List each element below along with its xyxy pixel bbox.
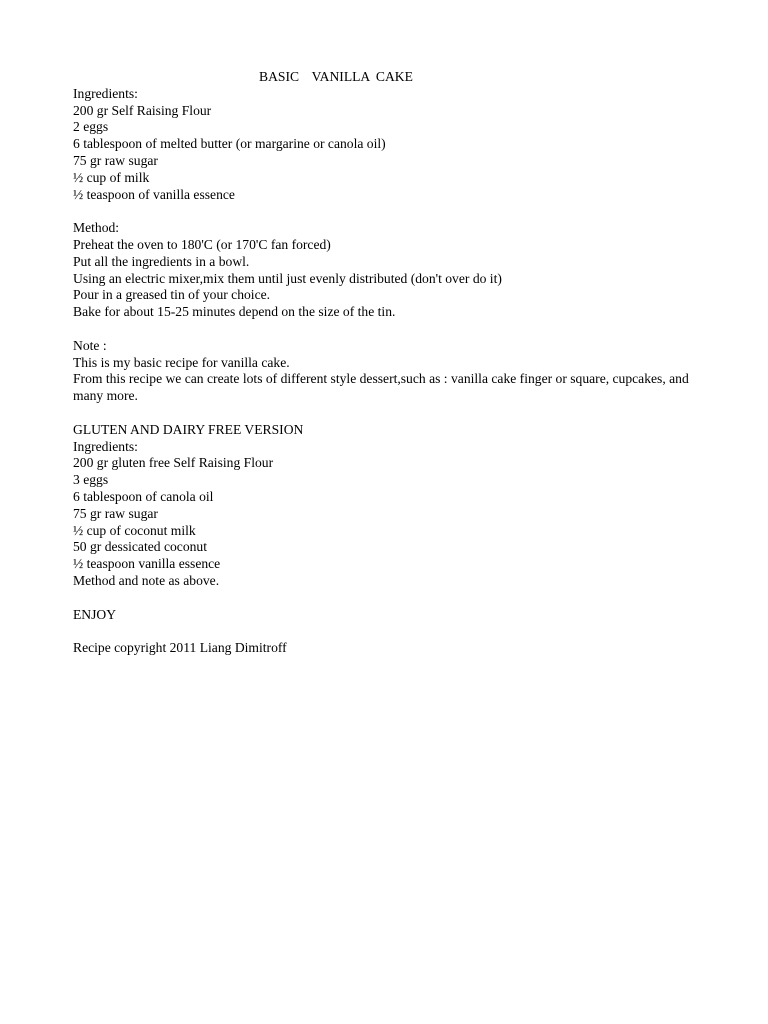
method-step: Put all the ingredients in a bowl. (73, 253, 250, 269)
enjoy-text: ENJOY (73, 606, 117, 622)
ingredients-list (73, 103, 713, 204)
spacer (73, 203, 713, 220)
gf-ingredient-item: 3 eggs (73, 472, 109, 488)
gf-ingredient-item: 200 gr gluten free Self Raising Flour (73, 455, 274, 471)
ingredient-item: 2 eggs (73, 119, 109, 135)
method-step: Bake for about 15-25 minutes depend on the size of the tin. (73, 304, 396, 320)
ingredient-item: 6 tablespoon of melted butter (or margarine or canola oil) (73, 136, 386, 152)
gf-ingredient-item: 6 tablespoon of canola oil (73, 488, 214, 504)
method-step: Using an electric mixer,mix them until just evenly distributed (don't over do it) (73, 270, 502, 286)
gf-ingredient-item: ½ cup of coconut milk (73, 522, 196, 538)
method-steps (73, 237, 713, 321)
ingredient-item: 200 gr Self Raising Flour (73, 102, 212, 118)
note-heading: Note : (73, 337, 107, 353)
spacer (73, 405, 713, 422)
gf-ingredients-heading: Ingredients: (73, 438, 138, 454)
gf-ingredient-item: 75 gr raw sugar (73, 505, 158, 521)
method-heading: Method: (73, 220, 120, 236)
note-line: From this recipe we can create lots of different style dessert,such as : vanilla cake finger or square, cupcakes, and many more. (73, 371, 689, 404)
method-step: Preheat the oven to 180'C (or 170'C fan forced) (73, 236, 331, 252)
gf-ingredients-list (73, 455, 713, 573)
spacer (73, 321, 713, 338)
recipe-title: BASIC VANILLA CAKE (259, 69, 413, 84)
ingredient-item: ½ teaspoon of vanilla essence (73, 186, 235, 202)
gf-ingredient-item: ½ teaspoon vanilla essence (73, 556, 221, 572)
ingredient-item: ½ cup of milk (73, 169, 150, 185)
spacer (73, 623, 713, 640)
gf-method-note: Method and note as above. (73, 572, 220, 588)
spacer (73, 590, 713, 607)
gf-ingredient-item: 50 gr dessicated coconut (73, 539, 208, 555)
copyright-text: Recipe copyright 2011 Liang Dimitroff (73, 640, 287, 656)
ingredient-item: 75 gr raw sugar (73, 152, 158, 168)
method-step: Pour in a greased tin of your choice. (73, 287, 271, 303)
recipe-content (73, 69, 713, 657)
note-line: This is my basic recipe for vanilla cake. (73, 354, 290, 370)
ingredients-heading: Ingredients: (73, 85, 138, 101)
gf-version-heading: GLUTEN AND DAIRY FREE VERSION (73, 421, 304, 437)
